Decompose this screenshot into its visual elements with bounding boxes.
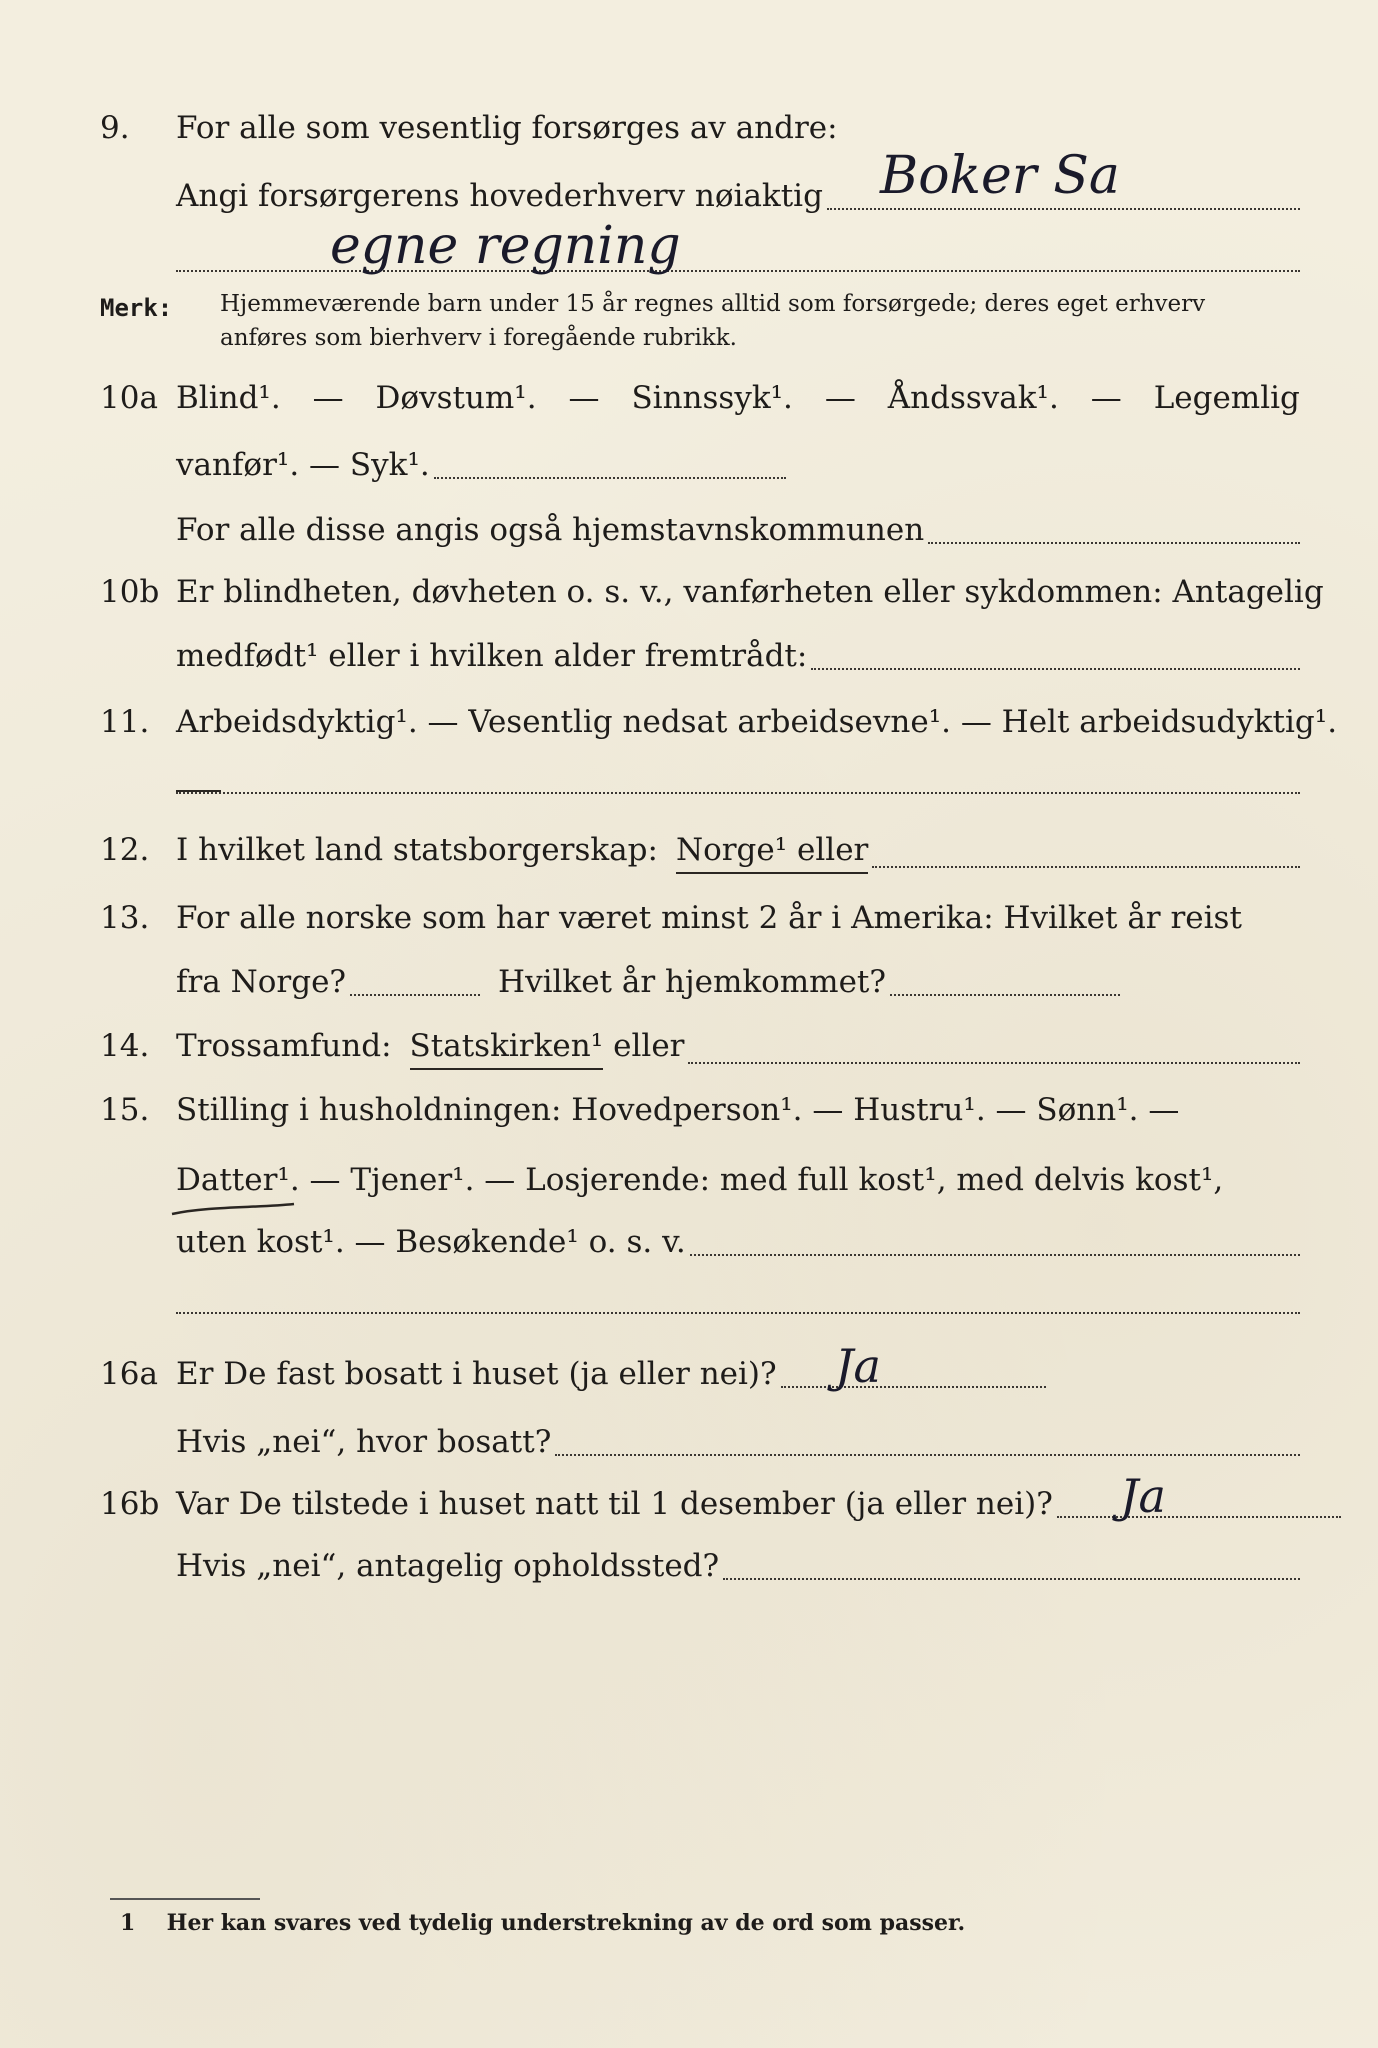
- separator: —: [312, 380, 344, 416]
- handwritten-answer: egne regning: [330, 216, 681, 276]
- merk-label: Merk:: [100, 294, 173, 322]
- question-number: 14.: [100, 1028, 150, 1064]
- answer-line: [872, 866, 1300, 868]
- question-text: Hvilket år hjemkommet?: [498, 964, 887, 1000]
- question-text: Er blindheten, døvheten o. s. v., vanførheten eller sykdommen: Antagelig: [176, 574, 1324, 610]
- answer-line: [434, 477, 786, 479]
- question-number: 16a: [100, 1356, 158, 1392]
- footnote-rule: [110, 1898, 260, 1900]
- question-text: eller: [613, 1028, 685, 1064]
- question-text: Er De fast bosatt i huset (ja eller nei)?: [176, 1356, 777, 1392]
- option-blind: Blind¹.: [176, 380, 281, 416]
- answer-line: [811, 668, 1300, 670]
- question-text: [176, 378, 1300, 418]
- question-text: vanfør¹. — Syk¹.: [176, 447, 430, 483]
- question-text: Arbeidsdyktig¹. — Vesentlig nedsat arbeidsevne¹. — Helt arbeidsudyktig¹.: [176, 704, 1338, 740]
- option-dovstum: Døvstum¹.: [375, 380, 537, 416]
- answer-line: [555, 1454, 1300, 1456]
- option-legemlig: Legemlig: [1153, 380, 1300, 416]
- answer-line: [723, 1578, 1300, 1580]
- merk-text: Hjemmeværende barn under 15 år regnes alltid som forsørgede; deres eget erhverv: [220, 291, 1206, 317]
- question-text: medfødt¹ eller i hvilken alder fremtrådt:: [176, 638, 808, 674]
- question-text: uten kost¹. — Besøkende¹ o. s. v.: [176, 1224, 686, 1260]
- separator: —: [1090, 380, 1122, 416]
- underline-mark: [168, 1196, 298, 1220]
- footnote-mark: 1: [120, 1910, 136, 1936]
- answer-line: [890, 994, 1120, 996]
- footnote-text: Her kan svares ved tydelig understrekning av de ord som passer.: [166, 1910, 966, 1936]
- separator: —: [824, 380, 856, 416]
- question-text: Stilling i husholdningen: Hovedperson¹. — Hustru¹. — Sønn¹. —: [176, 1092, 1180, 1128]
- answer-line: [1057, 1516, 1341, 1518]
- handwritten-answer: Ja: [1120, 1469, 1166, 1523]
- question-text: Hvis „nei“, antagelig opholdssted?: [176, 1548, 720, 1584]
- underlined-answer: Statskirken¹: [410, 1026, 604, 1070]
- question-text: I hvilket land statsborgerskap:: [176, 832, 658, 868]
- merk-text: anføres som bierhverv i foregående rubrikk.: [220, 325, 737, 351]
- answer-line: [690, 1254, 1300, 1256]
- question-text: For alle som vesentlig forsørges av andre:: [176, 110, 838, 146]
- answer-line: [781, 1386, 1046, 1388]
- question-number: 10a: [100, 380, 158, 416]
- question-number: 9.: [100, 110, 130, 146]
- question-number: 11.: [100, 704, 150, 740]
- question-number: 13.: [100, 900, 150, 936]
- question-number: 10b: [100, 574, 160, 610]
- question-number: 16b: [100, 1486, 160, 1522]
- pen-mark: [176, 790, 221, 792]
- handwritten-answer: Ja: [835, 1339, 881, 1393]
- answer-line: [176, 1312, 1300, 1314]
- answer-line: [928, 542, 1300, 544]
- option-andssvak: Åndssvak¹.: [887, 380, 1059, 416]
- answer-line: [350, 994, 480, 996]
- underlined-answer: Norge¹ eller: [676, 830, 868, 874]
- question-text: Hvis „nei“, hvor bosatt?: [176, 1424, 552, 1460]
- option-sinnssyk: Sinnssyk¹.: [631, 380, 793, 416]
- question-text: For alle norske som har været minst 2 år i Amerika: Hvilket år reist: [176, 900, 1242, 936]
- question-text: fra Norge?: [176, 964, 347, 1000]
- question-number: 12.: [100, 832, 150, 868]
- handwritten-answer: Boker Sa: [880, 146, 1120, 206]
- answer-line: [176, 792, 1300, 794]
- question-text: For alle disse angis også hjemstavnskommunen: [176, 512, 925, 548]
- answer-line: [827, 208, 1300, 210]
- question-number: 15.: [100, 1092, 150, 1128]
- question-text: Angi forsørgerens hovederhverv nøiaktig: [176, 178, 823, 214]
- question-text: Var De tilstede i huset natt til 1 desember (ja eller nei)?: [176, 1486, 1053, 1522]
- answer-line: [688, 1062, 1300, 1064]
- question-text: Trossamfund:: [176, 1028, 392, 1064]
- footnote: [120, 1910, 965, 1936]
- separator: —: [568, 380, 600, 416]
- question-text: Datter¹. — Tjener¹. — Losjerende: med full kost¹, med delvis kost¹,: [176, 1162, 1224, 1198]
